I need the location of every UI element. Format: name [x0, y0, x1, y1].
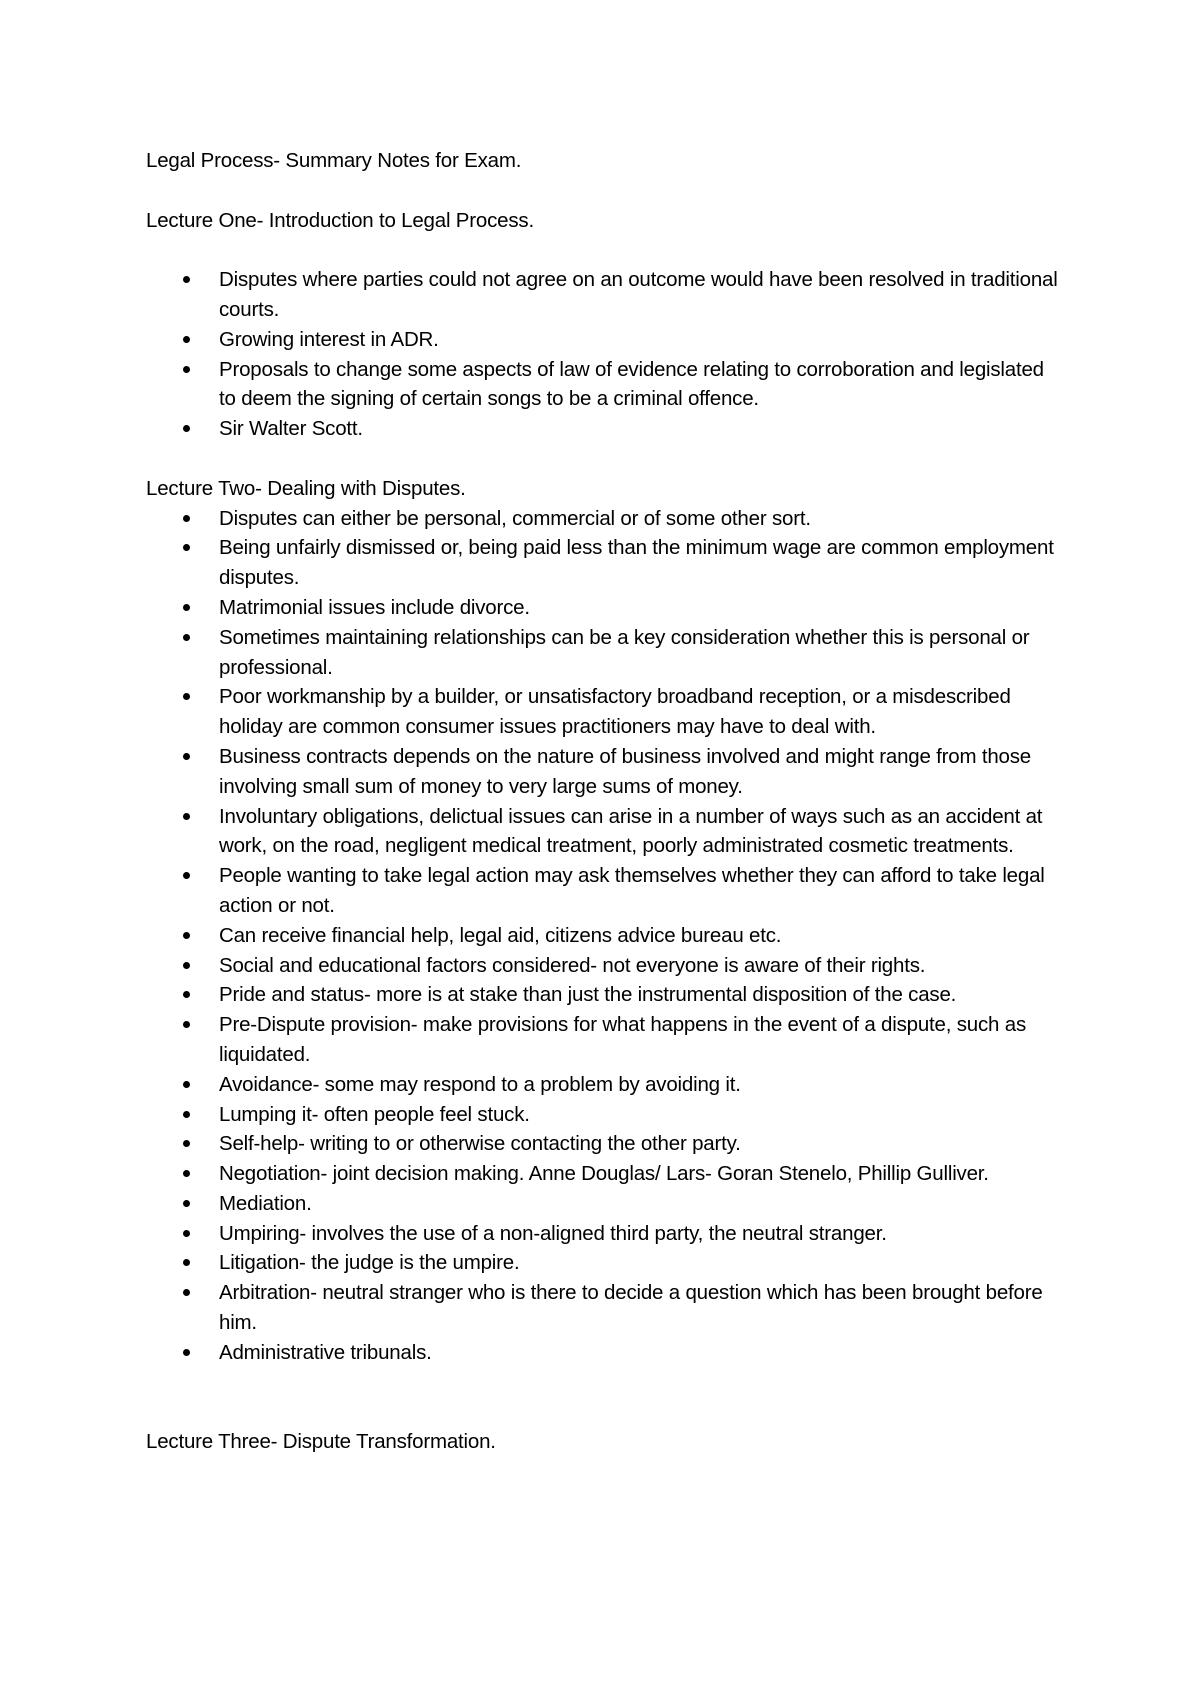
bullet-icon [183, 1111, 190, 1118]
list-item: Matrimonial issues include divorce. [146, 593, 1066, 623]
bullet-icon [183, 1081, 190, 1088]
list-item: Administrative tribunals. [146, 1338, 1066, 1368]
list-item: Involuntary obligations, delictual issues can arise in a number of ways such as an accident at work, on the road, negligent medical treatment, poorly administrated cosmetic treatments. [146, 802, 1066, 862]
list-item: Litigation- the judge is the umpire. [146, 1248, 1066, 1278]
bullet-icon [183, 753, 190, 760]
bullet-icon [183, 1289, 190, 1296]
spacer [146, 176, 1066, 206]
lecture-two-heading: Lecture Two- Dealing with Disputes. [146, 476, 466, 500]
spacer [146, 235, 1066, 265]
list-item: Lumping it- often people feel stuck. [146, 1100, 1066, 1130]
bullet-icon [183, 604, 190, 611]
list-item: Proposals to change some aspects of law of evidence relating to corroboration and legislated to deem the signing of certain songs to be a criminal offence. [146, 355, 1066, 415]
list-item: Being unfairly dismissed or, being paid less than the minimum wage are common employment disputes. [146, 533, 1066, 593]
spacer [146, 1368, 1066, 1428]
bullet-icon [183, 1259, 190, 1266]
bullet-icon [183, 1021, 190, 1028]
list-item: Pride and status- more is at stake than just the instrumental disposition of the case. [146, 980, 1066, 1010]
list-item: Growing interest in ADR. [146, 325, 1066, 355]
bullet-icon [183, 962, 190, 969]
list-item: Sir Walter Scott. [146, 414, 1066, 444]
bullet-icon [183, 991, 190, 998]
document-title: Legal Process- Summary Notes for Exam. [146, 149, 522, 172]
list-item: Arbitration- neutral stranger who is there to decide a question which has been brought before him. [146, 1278, 1066, 1338]
bullet-icon [183, 1200, 190, 1207]
list-item: Social and educational factors considered- not everyone is aware of their rights. [146, 951, 1066, 981]
list-item: Avoidance- some may respond to a problem by avoiding it. [146, 1070, 1066, 1100]
bullet-icon [183, 1170, 190, 1177]
lecture-two-list [146, 504, 1066, 1368]
bullet-icon [183, 693, 190, 700]
list-item: Disputes can either be personal, commercial or of some other sort. [146, 504, 1066, 534]
list-item: Negotiation- joint decision making. Anne Douglas/ Lars- Goran Stenelo, Phillip Gulliver. [146, 1159, 1066, 1189]
list-item: Business contracts depends on the nature of business involved and might range from those involving small sum of money to very large sums of money. [146, 742, 1066, 802]
bullet-icon [183, 872, 190, 879]
list-item: People wanting to take legal action may ask themselves whether they can afford to take legal action or not. [146, 861, 1066, 921]
bullet-icon [183, 813, 190, 820]
bullet-icon [183, 276, 190, 283]
list-item: Self-help- writing to or otherwise contacting the other party. [146, 1129, 1066, 1159]
bullet-icon [183, 1230, 190, 1237]
lecture-one-list [146, 265, 1066, 444]
list-item: Umpiring- involves the use of a non-aligned third party, the neutral stranger. [146, 1219, 1066, 1249]
list-item: Can receive financial help, legal aid, citizens advice bureau etc. [146, 921, 1066, 951]
bullet-icon [183, 366, 190, 373]
bullet-icon [183, 932, 190, 939]
bullet-icon [183, 634, 190, 641]
bullet-icon [183, 515, 190, 522]
spacer [146, 444, 1066, 474]
bullet-icon [183, 1140, 190, 1147]
list-item: Mediation. [146, 1189, 1066, 1219]
bullet-icon [183, 425, 190, 432]
document-body [146, 146, 1066, 1457]
lecture-three-heading: Lecture Three- Dispute Transformation. [146, 1430, 496, 1454]
bullet-icon [183, 544, 190, 551]
list-item: Pre-Dispute provision- make provisions for what happens in the event of a dispute, such as liquidated. [146, 1010, 1066, 1070]
bullet-icon [183, 336, 190, 343]
list-item: Poor workmanship by a builder, or unsatisfactory broadband reception, or a misdescribed holiday are common consumer issues practitioners may have to deal with. [146, 682, 1066, 742]
list-item: Disputes where parties could not agree on an outcome would have been resolved in traditional courts. [146, 265, 1066, 325]
bullet-icon [183, 1349, 190, 1356]
lecture-one-heading: Lecture One- Introduction to Legal Process. [146, 208, 534, 232]
list-item: Sometimes maintaining relationships can be a key consideration whether this is personal or professional. [146, 623, 1066, 683]
